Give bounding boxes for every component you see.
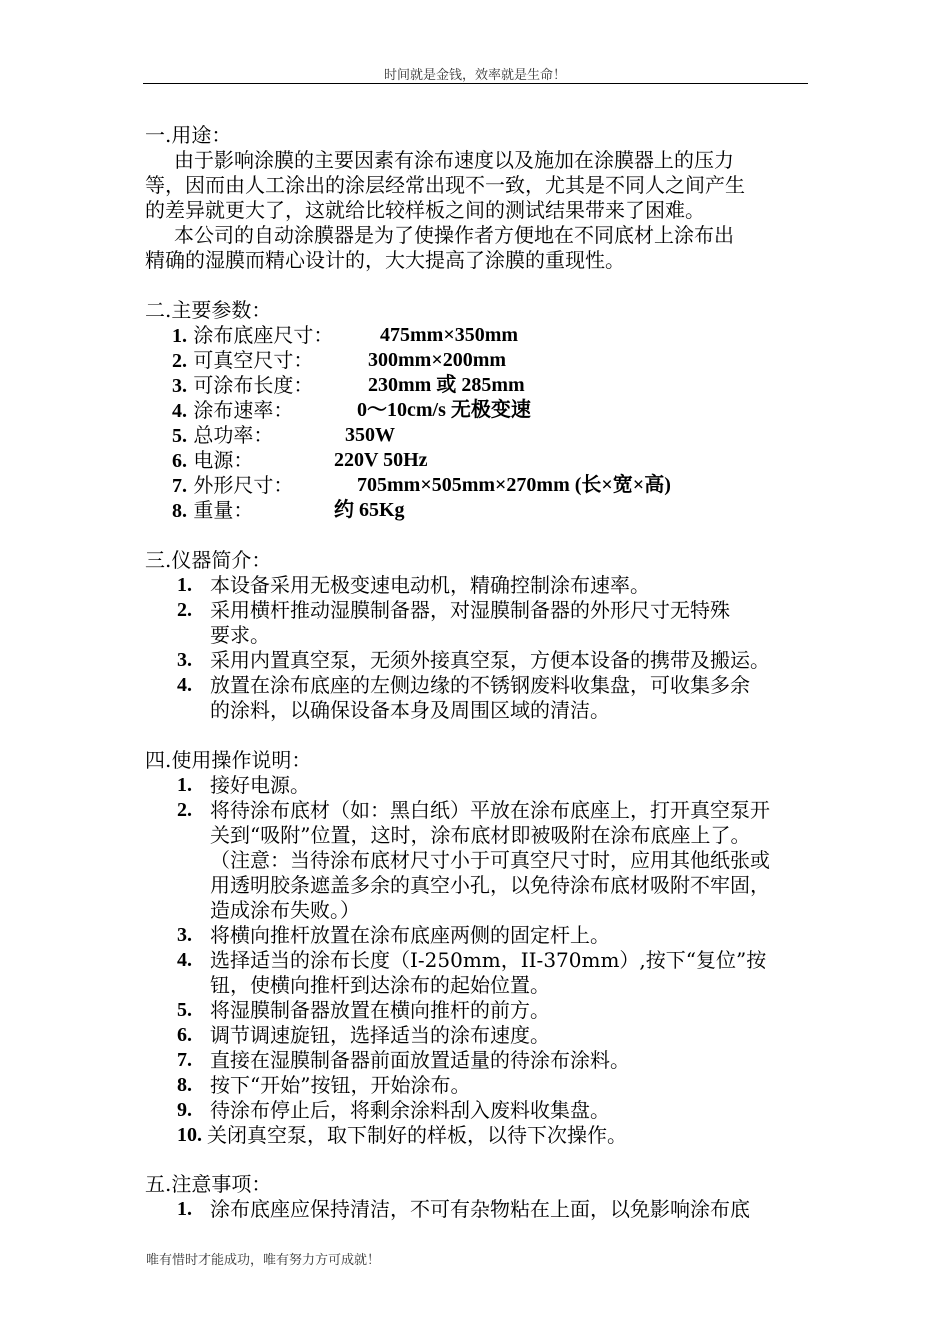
usage-paragraph-line: 的差异就更大了，这就给比较样板之间的测试结果带来了困难。 (145, 198, 705, 222)
usage-paragraph-line: 本公司的自动涂膜器是为了使操作者方便地在不同底材上涂布出 (174, 223, 734, 247)
list-item (177, 1123, 817, 1148)
page-footer: 唯有惜时才能成功，唯有努力方可成就！ (146, 1253, 381, 1268)
list-item (177, 923, 817, 948)
parameter-row (172, 348, 812, 373)
parameter-row (172, 373, 812, 398)
list-item-text: 接好电源。 (210, 773, 310, 797)
usage-paragraph-line: 精确的湿膜而精心设计的，大大提高了涂膜的重现性。 (145, 248, 625, 272)
page-header: 时间就是金钱，效率就是生命！ (383, 68, 566, 83)
parameter-value: 350W (345, 424, 395, 446)
list-item-text: 用透明胶条遮盖多余的真空小孔，以免待涂布底材吸附不牢固， (210, 873, 770, 897)
parameter-label: 可涂布长度： (187, 373, 314, 397)
parameter-row (172, 398, 812, 423)
parameter-label: 涂布速率： (187, 398, 294, 422)
parameter-row (172, 423, 812, 448)
list-item (177, 573, 817, 598)
parameter-row (172, 448, 812, 473)
parameter-number: 6. (172, 450, 187, 472)
list-item-number: 4. (177, 949, 192, 971)
list-item (177, 1197, 817, 1222)
list-item-number: 2. (177, 599, 192, 621)
list-item-text: 本设备采用无极变速电动机，精确控制涂布速率。 (210, 573, 650, 597)
parameter-value: 475mm×350mm (380, 324, 519, 346)
list-item-continuation (177, 848, 817, 873)
list-item (177, 1098, 817, 1123)
parameter-label: 涂布底座尺寸： (187, 323, 334, 347)
parameter-value: 0～10cm/s 无极变速 (357, 399, 531, 421)
parameter-row (172, 323, 812, 348)
list-item-number: 2. (177, 799, 192, 821)
list-item-text: 涂布底座应保持清洁，不可有杂物粘在上面，以免影响涂布底 (210, 1197, 750, 1221)
list-item-number: 1. (177, 774, 192, 796)
section-heading-operation: 四.使用操作说明： (145, 748, 312, 772)
list-item (177, 998, 817, 1023)
list-item-number: 6. (177, 1024, 192, 1046)
list-item (177, 1048, 817, 1073)
list-item-number: 10. (177, 1124, 202, 1146)
list-item (177, 798, 817, 823)
section-heading-introduction: 三.仪器简介： (145, 548, 272, 572)
list-item-text: 选择适当的涂布长度（I-250mm，II-370mm）,按下“复位”按 (210, 948, 767, 972)
usage-paragraph-line: 等，因而由人工涂出的涂层经常出现不一致，尤其是不同人之间产生 (145, 173, 745, 197)
list-item-text: （注意：当待涂布底材尺寸小于可真空尺寸时，应用其他纸张或 (210, 848, 770, 872)
parameter-row (172, 473, 812, 498)
list-item-text: 要求。 (210, 623, 270, 647)
list-item-continuation (177, 873, 817, 898)
header-rule (143, 83, 808, 84)
list-item-text: 调节调速旋钮，选择适当的涂布速度。 (210, 1023, 550, 1047)
list-item-continuation (177, 973, 817, 998)
list-item-number: 5. (177, 999, 192, 1021)
list-item-text: 放置在涂布底座的左侧边缘的不锈钢废料收集盘，可收集多余 (210, 673, 750, 697)
parameter-number: 1. (172, 325, 187, 347)
list-item (177, 773, 817, 798)
list-item-number: 7. (177, 1049, 192, 1071)
parameter-number: 3. (172, 375, 187, 397)
parameter-label: 电源： (187, 448, 254, 472)
list-item-continuation (177, 898, 817, 923)
list-item-number: 4. (177, 674, 192, 696)
parameter-label: 总功率： (187, 423, 274, 447)
parameter-number: 7. (172, 475, 187, 497)
section-heading-notes: 五.注意事项： (145, 1172, 272, 1196)
list-item-number: 8. (177, 1074, 192, 1096)
list-item (177, 1023, 817, 1048)
list-item (177, 673, 817, 698)
list-item-continuation (177, 698, 817, 723)
list-item-text: 的涂料，以确保设备本身及周围区域的清洁。 (210, 698, 610, 722)
parameter-label: 重量： (187, 498, 254, 522)
list-item-number: 9. (177, 1099, 192, 1121)
list-item-number: 1. (177, 1198, 192, 1220)
section-heading-parameters: 二.主要参数： (145, 298, 272, 322)
list-item-text: 关到“吸附”位置，这时，涂布底材即被吸附在涂布底座上了。 (210, 823, 751, 847)
parameter-value: 220V 50Hz (334, 449, 428, 471)
parameter-number: 8. (172, 500, 187, 522)
list-item (177, 1073, 817, 1098)
parameter-label: 外形尺寸： (187, 473, 294, 497)
list-item-number: 1. (177, 574, 192, 596)
list-item-text: 按下“开始”按钮，开始涂布。 (210, 1073, 471, 1097)
parameter-label: 可真空尺寸： (187, 348, 314, 372)
parameter-number: 5. (172, 425, 187, 447)
list-item-text: 采用内置真空泵，无须外接真空泵，方便本设备的携带及搬运。 (210, 648, 770, 672)
list-item-text: 钮，使横向推杆到达涂布的起始位置。 (210, 973, 550, 997)
list-item-text: 将横向推杆放置在涂布底座两侧的固定杆上。 (210, 923, 610, 947)
list-item (177, 648, 817, 673)
list-item (177, 598, 817, 623)
parameter-value: 约 65Kg (334, 499, 405, 521)
list-item-continuation (177, 623, 817, 648)
parameter-number: 2. (172, 350, 187, 372)
list-item-text: 采用横杆推动湿膜制备器，对湿膜制备器的外形尺寸无特殊 (210, 598, 730, 622)
list-item-text: 关闭真空泵，取下制好的样板，以待下次操作。 (207, 1123, 627, 1147)
list-item-text: 直接在湿膜制备器前面放置适量的待涂布涂料。 (210, 1048, 630, 1072)
list-item-text: 将待涂布底材（如：黑白纸）平放在涂布底座上，打开真空泵开 (210, 798, 770, 822)
list-item-text: 待涂布停止后，将剩余涂料刮入废料收集盘。 (210, 1098, 610, 1122)
list-item-number: 3. (177, 649, 192, 671)
parameter-value: 230mm 或 285mm (368, 374, 525, 396)
parameter-row (172, 498, 812, 523)
parameter-value: 300mm×200mm (368, 349, 507, 371)
section-heading-usage: 一.用途： (145, 123, 232, 147)
parameter-number: 4. (172, 400, 187, 422)
list-item-continuation (177, 823, 817, 848)
usage-paragraph-line: 由于影响涂膜的主要因素有涂布速度以及施加在涂膜器上的压力 (174, 148, 734, 172)
parameter-value: 705mm×505mm×270mm (长×宽×高) (357, 474, 671, 496)
list-item-text: 造成涂布失败。） (210, 898, 360, 922)
list-item-text: 将湿膜制备器放置在横向推杆的前方。 (210, 998, 550, 1022)
list-item-number: 3. (177, 924, 192, 946)
list-item (177, 948, 817, 973)
